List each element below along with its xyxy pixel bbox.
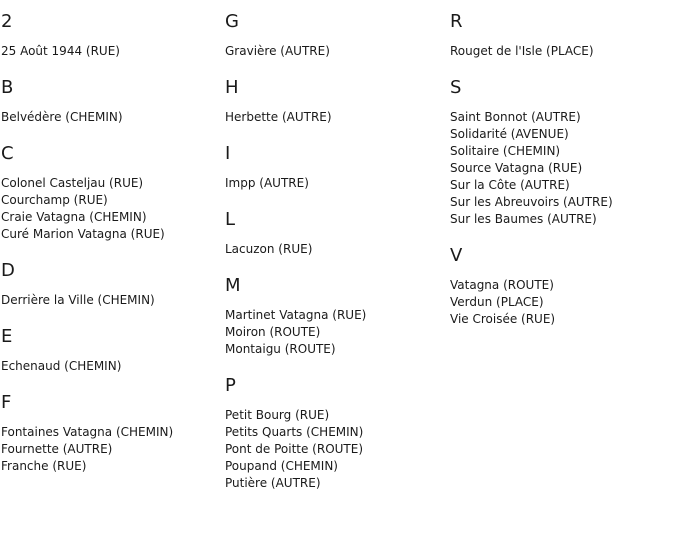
street-list [1, 358, 223, 375]
letter-heading: B [1, 77, 14, 98]
street-link-petit-bourg-rue[interactable]: Petit Bourg (RUE) [225, 408, 330, 422]
letter-group-d [1, 259, 223, 309]
street-link-franche-rue[interactable]: Franche (RUE) [1, 459, 87, 473]
street-link-lacuzon-rue[interactable]: Lacuzon (RUE) [225, 242, 313, 256]
letter-group-l [225, 208, 447, 258]
letter-group-b [1, 76, 223, 126]
street-list [225, 109, 447, 126]
letter-heading: S [450, 77, 462, 98]
street-link-vie-croisee-rue[interactable]: Vie Croisée (RUE) [450, 312, 556, 326]
street-link-poupand-chemin[interactable]: Poupand (CHEMIN) [225, 459, 338, 473]
street-list [225, 241, 447, 258]
street-link-moiron-route[interactable]: Moiron (ROUTE) [225, 325, 321, 339]
index-column [225, 10, 447, 508]
street-link-sur-les-baumes-autre[interactable]: Sur les Baumes (AUTRE) [450, 212, 597, 226]
letter-heading: F [1, 392, 12, 413]
letter-group-c [1, 142, 223, 243]
letter-group-p [225, 374, 447, 492]
street-link-craie-vatagna-chemin[interactable]: Craie Vatagna (CHEMIN) [1, 210, 147, 224]
street-list [1, 43, 223, 60]
letter-heading: D [1, 260, 15, 281]
street-link-courchamp-rue[interactable]: Courchamp (RUE) [1, 193, 108, 207]
street-link-herbette-autre[interactable]: Herbette (AUTRE) [225, 110, 332, 124]
letter-group-f [1, 391, 223, 475]
street-link-sur-la-cote-autre[interactable]: Sur la Côte (AUTRE) [450, 178, 570, 192]
street-link-cure-marion-vatagna-rue[interactable]: Curé Marion Vatagna (RUE) [1, 227, 165, 241]
letter-group-v [450, 244, 672, 328]
street-link-graviere-autre[interactable]: Gravière (AUTRE) [225, 44, 330, 58]
letter-heading: H [225, 77, 239, 98]
street-list [450, 277, 672, 328]
letter-heading: G [225, 11, 239, 32]
street-link-rouget-de-l-isle-place[interactable]: Rouget de l'Isle (PLACE) [450, 44, 594, 58]
street-link-solitaire-chemin[interactable]: Solitaire (CHEMIN) [450, 144, 561, 158]
street-link-source-vatagna-rue[interactable]: Source Vatagna (RUE) [450, 161, 583, 175]
letter-heading: E [1, 326, 13, 347]
street-link-fournette-autre[interactable]: Fournette (AUTRE) [1, 442, 113, 456]
letter-group-g [225, 10, 447, 60]
street-list [225, 43, 447, 60]
street-list [225, 175, 447, 192]
street-link-25-aout-1944-rue[interactable]: 25 Août 1944 (RUE) [1, 44, 120, 58]
street-link-solidarite-avenue[interactable]: Solidarité (AVENUE) [450, 127, 569, 141]
street-link-derriere-la-ville-chemin[interactable]: Derrière la Ville (CHEMIN) [1, 293, 155, 307]
street-link-petits-quarts-chemin[interactable]: Petits Quarts (CHEMIN) [225, 425, 364, 439]
letter-heading: M [225, 275, 241, 296]
index-column [1, 10, 223, 491]
street-list [450, 43, 672, 60]
letter-group-h [225, 76, 447, 126]
street-list [225, 407, 447, 492]
letter-heading: V [450, 245, 463, 266]
letter-heading: I [225, 143, 231, 164]
street-list [1, 292, 223, 309]
street-link-verdun-place[interactable]: Verdun (PLACE) [450, 295, 544, 309]
street-list [225, 307, 447, 358]
street-link-vatagna-route[interactable]: Vatagna (ROUTE) [450, 278, 554, 292]
letter-group-e [1, 325, 223, 375]
letter-group-r [450, 10, 672, 60]
street-link-belvedere-chemin[interactable]: Belvédère (CHEMIN) [1, 110, 123, 124]
street-list [450, 109, 672, 228]
street-link-martinet-vatagna-rue[interactable]: Martinet Vatagna (RUE) [225, 308, 367, 322]
index-column [450, 10, 672, 344]
street-list [1, 424, 223, 475]
street-link-sur-les-abreuvoirs-autre[interactable]: Sur les Abreuvoirs (AUTRE) [450, 195, 613, 209]
street-link-putiere-autre[interactable]: Putière (AUTRE) [225, 476, 321, 490]
letter-heading: L [225, 209, 236, 230]
letter-group-s [450, 76, 672, 228]
street-link-montaigu-route[interactable]: Montaigu (ROUTE) [225, 342, 336, 356]
street-link-echenaud-chemin[interactable]: Echenaud (CHEMIN) [1, 359, 122, 373]
letter-heading: C [1, 143, 14, 164]
street-link-impp-autre[interactable]: Impp (AUTRE) [225, 176, 309, 190]
street-link-saint-bonnot-autre[interactable]: Saint Bonnot (AUTRE) [450, 110, 581, 124]
letter-group-i [225, 142, 447, 192]
letter-group-m [225, 274, 447, 358]
street-list [1, 109, 223, 126]
letter-heading: R [450, 11, 463, 32]
letter-heading: P [225, 375, 236, 396]
street-link-pont-de-poitte-route[interactable]: Pont de Poitte (ROUTE) [225, 442, 364, 456]
letter-heading: 2 [1, 11, 13, 32]
street-link-fontaines-vatagna-chemin[interactable]: Fontaines Vatagna (CHEMIN) [1, 425, 174, 439]
street-list [1, 175, 223, 243]
street-link-colonel-casteljau-rue[interactable]: Colonel Casteljau (RUE) [1, 176, 144, 190]
letter-group-2 [1, 10, 223, 60]
